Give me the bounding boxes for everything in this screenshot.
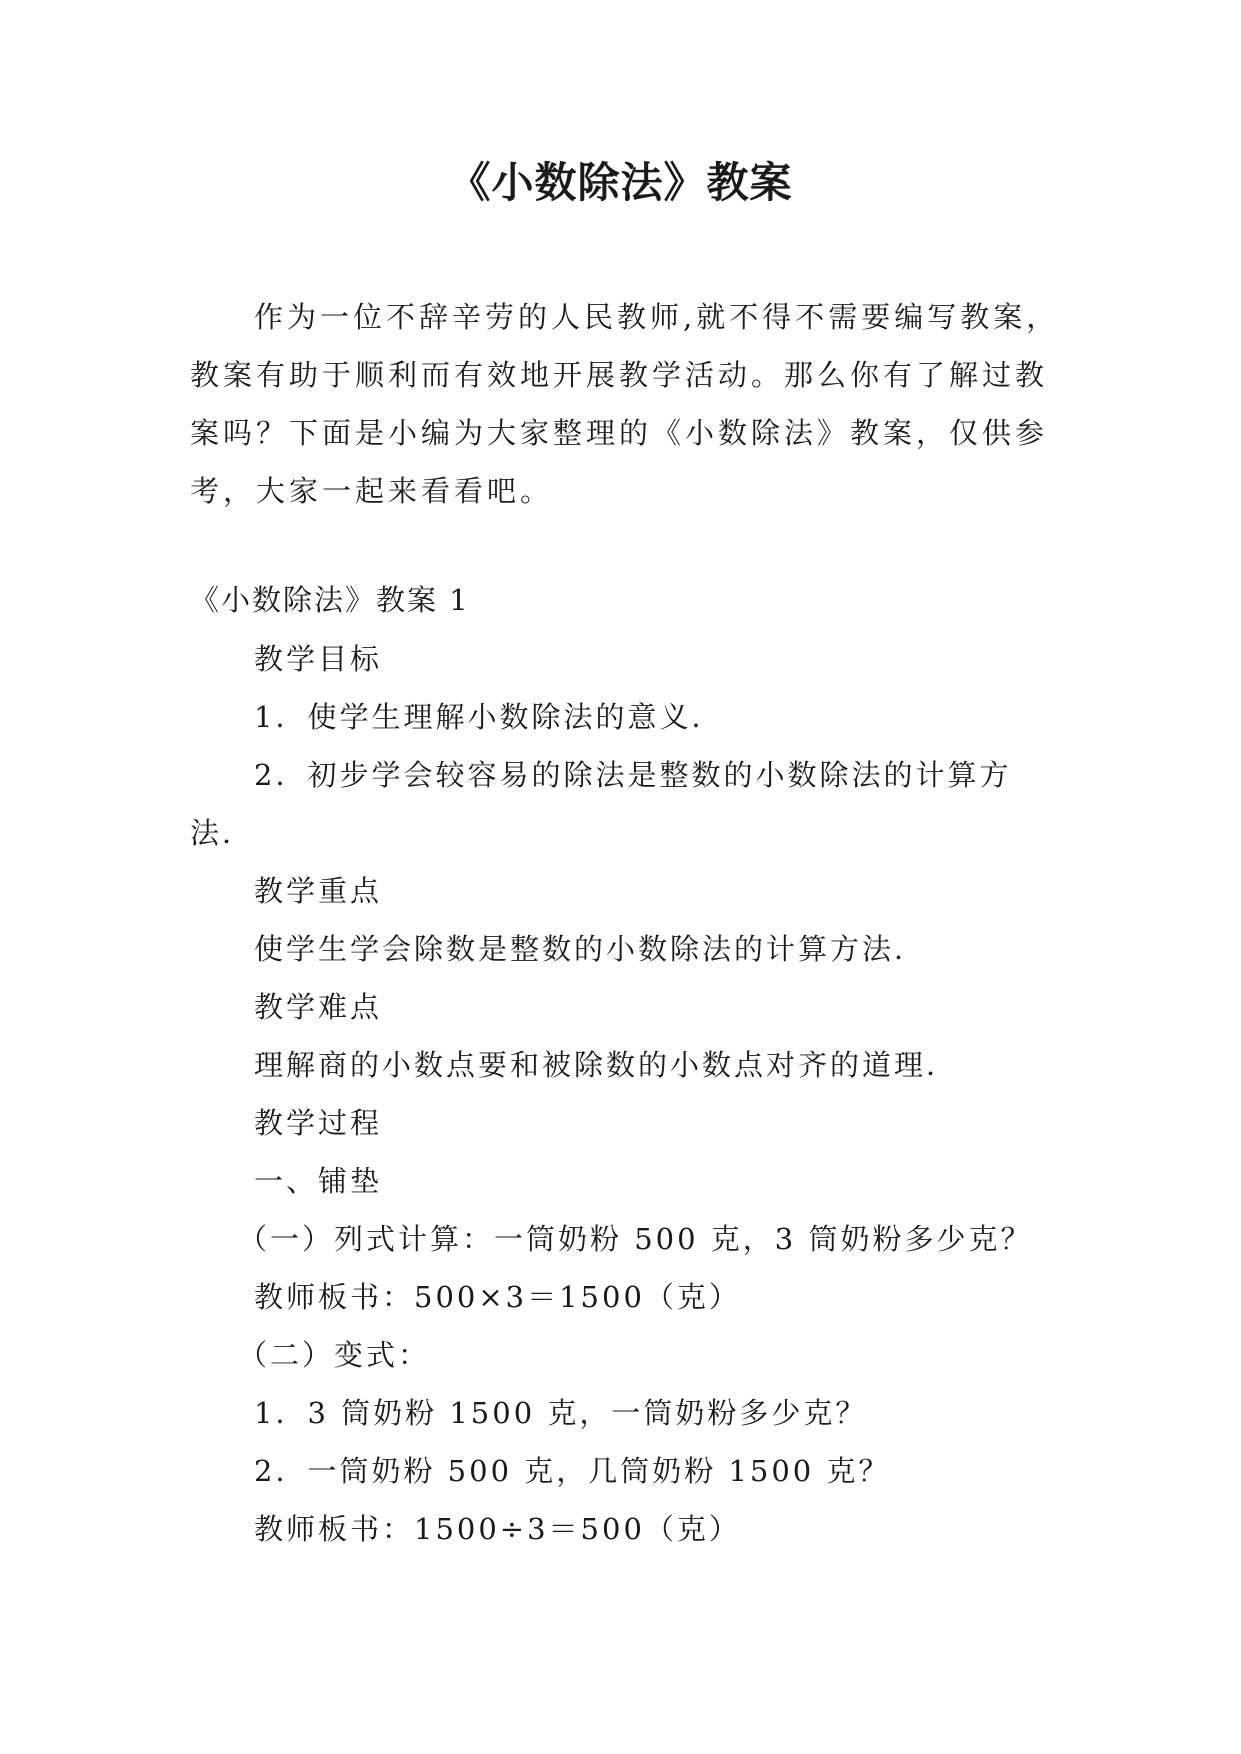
body-line: 理解商的小数点要和被除数的小数点对齐的道理． <box>254 1048 959 1082</box>
body-line: 一、铺垫 <box>254 1164 383 1198</box>
body-line: 2．一筒奶粉 500 克，几筒奶粉 1500 克？ <box>254 1454 891 1488</box>
intro-paragraph: 作为一位不辞辛劳的人民教师,就不得不需要编写教案，教案有助于顺利而有效地开展教学活动。那么你有了解过教案吗？下面是小编为大家整理的《小数除法》教案，仅供参考，大家一起来看看吧。 <box>190 300 1060 508</box>
body-line: （一）列式计算：一筒奶粉 500 克，3 筒奶粉多少克？ <box>238 1222 1033 1256</box>
body-line: 2．初步学会较容易的除法是整数的小数除法的计算方 <box>254 758 1012 792</box>
body-line: （二）变式： <box>238 1338 431 1372</box>
body-line: 教学重点 <box>254 874 383 908</box>
body-line: 使学生学会除数是整数的小数除法的计算方法． <box>254 932 927 966</box>
body-line: 教学难点 <box>254 990 383 1024</box>
body-line: 1．使学生理解小数除法的意义． <box>254 700 724 734</box>
section-heading: 《小数除法》教案 1 <box>190 583 470 617</box>
body-line-continuation: 法． <box>190 816 255 850</box>
body-lines <box>190 630 1060 1558</box>
page-title: 《小数除法》教案 <box>448 158 793 207</box>
body-line: 教学过程 <box>254 1106 383 1140</box>
body-line: 教师板书：1500÷3＝500（克） <box>254 1512 741 1546</box>
body-line: 1．3 筒奶粉 1500 克，一筒奶粉多少克？ <box>254 1396 868 1430</box>
body-line: 教师板书：500×3＝1500（克） <box>254 1280 741 1314</box>
body-line: 教学目标 <box>254 642 383 676</box>
